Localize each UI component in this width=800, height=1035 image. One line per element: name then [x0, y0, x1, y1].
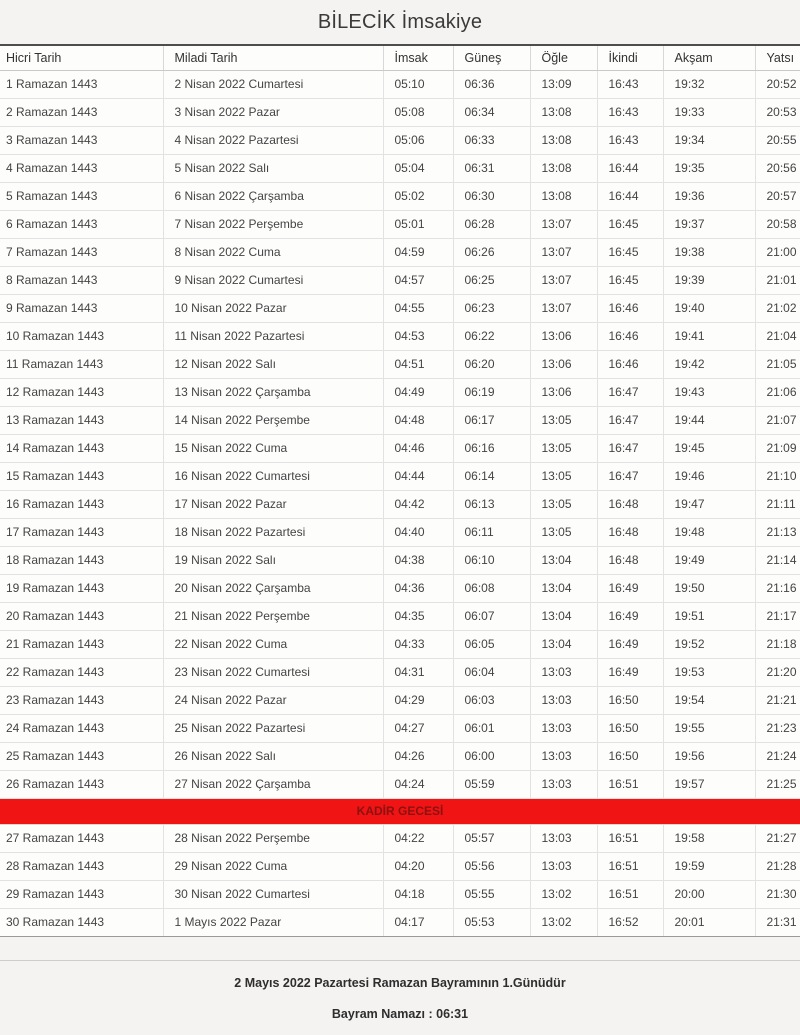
cell-ogle: 13:05: [530, 490, 597, 518]
cell-yatsi: 21:20: [755, 658, 800, 686]
cell-hicri-tarih: 28 Ramazan 1443: [0, 852, 163, 880]
cell-gunes: 06:13: [453, 490, 530, 518]
cell-gunes: 06:34: [453, 98, 530, 126]
cell-yatsi: 20:52: [755, 70, 800, 98]
cell-miladi-tarih: 9 Nisan 2022 Cumartesi: [163, 266, 383, 294]
cell-ikindi: 16:51: [597, 852, 663, 880]
cell-ikindi: 16:47: [597, 406, 663, 434]
cell-imsak: 04:40: [383, 518, 453, 546]
cell-ogle: 13:07: [530, 294, 597, 322]
cell-ikindi: 16:49: [597, 630, 663, 658]
cell-ogle: 13:02: [530, 880, 597, 908]
bayram-namazi-time: Bayram Namazı : 06:31: [331, 1006, 469, 1021]
cell-miladi-tarih: 14 Nisan 2022 Perşembe: [163, 406, 383, 434]
cell-ikindi: 16:45: [597, 210, 663, 238]
cell-hicri-tarih: 8 Ramazan 1443: [0, 266, 163, 294]
cell-ogle: 13:08: [530, 182, 597, 210]
table-row: [0, 210, 800, 238]
table-header-row: [0, 45, 800, 70]
cell-imsak: 04:51: [383, 350, 453, 378]
cell-imsak: 04:29: [383, 686, 453, 714]
cell-aksam: 19:55: [663, 714, 755, 742]
cell-imsak: 04:18: [383, 880, 453, 908]
cell-yatsi: 21:17: [755, 602, 800, 630]
cell-hicri-tarih: 3 Ramazan 1443: [0, 126, 163, 154]
table-row: [0, 574, 800, 602]
table-row: [0, 630, 800, 658]
cell-aksam: 20:01: [663, 908, 755, 936]
cell-ogle: 13:05: [530, 434, 597, 462]
cell-yatsi: 21:25: [755, 770, 800, 798]
cell-ogle: 13:04: [530, 602, 597, 630]
cell-ikindi: 16:48: [597, 546, 663, 574]
cell-gunes: 06:33: [453, 126, 530, 154]
cell-ogle: 13:08: [530, 98, 597, 126]
cell-hicri-tarih: 25 Ramazan 1443: [0, 742, 163, 770]
cell-ikindi: 16:50: [597, 742, 663, 770]
cell-yatsi: 20:57: [755, 182, 800, 210]
cell-ogle: 13:07: [530, 210, 597, 238]
cell-gunes: 06:19: [453, 378, 530, 406]
cell-yatsi: 21:28: [755, 852, 800, 880]
cell-aksam: 19:33: [663, 98, 755, 126]
column-header-gunes: Güneş: [453, 45, 530, 70]
cell-gunes: 06:10: [453, 546, 530, 574]
cell-miladi-tarih: 6 Nisan 2022 Çarşamba: [163, 182, 383, 210]
cell-gunes: 05:55: [453, 880, 530, 908]
cell-hicri-tarih: 6 Ramazan 1443: [0, 210, 163, 238]
cell-gunes: 06:01: [453, 714, 530, 742]
table-row: [0, 770, 800, 798]
column-header-ogle: Öğle: [530, 45, 597, 70]
cell-hicri-tarih: 20 Ramazan 1443: [0, 602, 163, 630]
table-row: [0, 518, 800, 546]
cell-gunes: 06:05: [453, 630, 530, 658]
cell-miladi-tarih: 23 Nisan 2022 Cumartesi: [163, 658, 383, 686]
table-row: [0, 266, 800, 294]
cell-yatsi: 21:01: [755, 266, 800, 294]
cell-imsak: 04:20: [383, 852, 453, 880]
cell-miladi-tarih: 30 Nisan 2022 Cumartesi: [163, 880, 383, 908]
cell-imsak: 04:22: [383, 824, 453, 852]
cell-miladi-tarih: 11 Nisan 2022 Pazartesi: [163, 322, 383, 350]
cell-miladi-tarih: 22 Nisan 2022 Cuma: [163, 630, 383, 658]
cell-aksam: 19:50: [663, 574, 755, 602]
cell-ikindi: 16:50: [597, 714, 663, 742]
cell-imsak: 05:10: [383, 70, 453, 98]
cell-hicri-tarih: 19 Ramazan 1443: [0, 574, 163, 602]
table-row: [0, 406, 800, 434]
cell-aksam: 19:36: [663, 182, 755, 210]
cell-miladi-tarih: 3 Nisan 2022 Pazar: [163, 98, 383, 126]
cell-hicri-tarih: 26 Ramazan 1443: [0, 770, 163, 798]
cell-ogle: 13:03: [530, 686, 597, 714]
cell-hicri-tarih: 10 Ramazan 1443: [0, 322, 163, 350]
cell-ogle: 13:04: [530, 574, 597, 602]
table-row: [0, 686, 800, 714]
table-row: [0, 238, 800, 266]
cell-aksam: 19:42: [663, 350, 755, 378]
cell-gunes: 06:28: [453, 210, 530, 238]
cell-yatsi: 21:00: [755, 238, 800, 266]
cell-ogle: 13:06: [530, 322, 597, 350]
cell-imsak: 04:27: [383, 714, 453, 742]
cell-aksam: 19:54: [663, 686, 755, 714]
cell-yatsi: 20:53: [755, 98, 800, 126]
cell-gunes: 06:14: [453, 462, 530, 490]
table-row: [0, 714, 800, 742]
kadir-gecesi-banner-row: [0, 798, 800, 824]
column-header-hicri-tarih: Hicri Tarih: [0, 45, 163, 70]
cell-ogle: 13:03: [530, 742, 597, 770]
table-row: [0, 546, 800, 574]
cell-hicri-tarih: 30 Ramazan 1443: [0, 908, 163, 936]
cell-yatsi: 21:06: [755, 378, 800, 406]
table-row: [0, 880, 800, 908]
cell-yatsi: 20:58: [755, 210, 800, 238]
cell-ikindi: 16:51: [597, 770, 663, 798]
cell-yatsi: 21:24: [755, 742, 800, 770]
cell-ogle: 13:07: [530, 266, 597, 294]
cell-yatsi: 21:05: [755, 350, 800, 378]
cell-miladi-tarih: 2 Nisan 2022 Cumartesi: [163, 70, 383, 98]
cell-miladi-tarih: 8 Nisan 2022 Cuma: [163, 238, 383, 266]
cell-ogle: 13:02: [530, 908, 597, 936]
cell-ikindi: 16:51: [597, 880, 663, 908]
column-header-aksam: Akşam: [663, 45, 755, 70]
cell-miladi-tarih: 15 Nisan 2022 Cuma: [163, 434, 383, 462]
cell-aksam: 19:44: [663, 406, 755, 434]
cell-hicri-tarih: 12 Ramazan 1443: [0, 378, 163, 406]
kadir-gecesi-banner: KADİR GECESİ: [0, 798, 800, 824]
cell-ikindi: 16:44: [597, 154, 663, 182]
cell-miladi-tarih: 19 Nisan 2022 Salı: [163, 546, 383, 574]
cell-aksam: 19:52: [663, 630, 755, 658]
cell-ikindi: 16:49: [597, 602, 663, 630]
cell-imsak: 04:35: [383, 602, 453, 630]
cell-miladi-tarih: 25 Nisan 2022 Pazartesi: [163, 714, 383, 742]
cell-imsak: 04:38: [383, 546, 453, 574]
cell-ikindi: 16:46: [597, 350, 663, 378]
table-row: [0, 852, 800, 880]
table-row: [0, 462, 800, 490]
cell-gunes: 05:59: [453, 770, 530, 798]
cell-hicri-tarih: 18 Ramazan 1443: [0, 546, 163, 574]
cell-aksam: 19:49: [663, 546, 755, 574]
cell-ogle: 13:07: [530, 238, 597, 266]
cell-aksam: 19:45: [663, 434, 755, 462]
cell-yatsi: 21:21: [755, 686, 800, 714]
cell-yatsi: 20:56: [755, 154, 800, 182]
column-header-yatsi: Yatsı: [755, 45, 800, 70]
table-row: [0, 126, 800, 154]
cell-ikindi: 16:50: [597, 686, 663, 714]
cell-hicri-tarih: 27 Ramazan 1443: [0, 824, 163, 852]
cell-aksam: 19:43: [663, 378, 755, 406]
cell-gunes: 06:30: [453, 182, 530, 210]
cell-miladi-tarih: 27 Nisan 2022 Çarşamba: [163, 770, 383, 798]
cell-hicri-tarih: 13 Ramazan 1443: [0, 406, 163, 434]
table-row: [0, 322, 800, 350]
cell-aksam: 19:53: [663, 658, 755, 686]
table-row: [0, 70, 800, 98]
cell-ikindi: 16:43: [597, 126, 663, 154]
cell-miladi-tarih: 24 Nisan 2022 Pazar: [163, 686, 383, 714]
column-header-miladi-tarih: Miladi Tarih: [163, 45, 383, 70]
cell-ikindi: 16:43: [597, 98, 663, 126]
cell-ikindi: 16:47: [597, 462, 663, 490]
cell-imsak: 04:17: [383, 908, 453, 936]
cell-aksam: 19:46: [663, 462, 755, 490]
cell-imsak: 05:08: [383, 98, 453, 126]
cell-imsak: 05:06: [383, 126, 453, 154]
cell-hicri-tarih: 23 Ramazan 1443: [0, 686, 163, 714]
cell-gunes: 05:53: [453, 908, 530, 936]
table-row: [0, 658, 800, 686]
cell-yatsi: 21:14: [755, 546, 800, 574]
table-row: [0, 294, 800, 322]
cell-miladi-tarih: 12 Nisan 2022 Salı: [163, 350, 383, 378]
bayram-note: 2 Mayıs 2022 Pazartesi Ramazan Bayramının 1.Günüdür: [234, 975, 566, 990]
imsakiye-table: [0, 44, 800, 937]
cell-imsak: 04:44: [383, 462, 453, 490]
table-row: [0, 602, 800, 630]
cell-aksam: 19:56: [663, 742, 755, 770]
cell-gunes: 06:22: [453, 322, 530, 350]
column-header-ikindi: İkindi: [597, 45, 663, 70]
cell-ogle: 13:03: [530, 852, 597, 880]
cell-miladi-tarih: 18 Nisan 2022 Pazartesi: [163, 518, 383, 546]
cell-imsak: 04:53: [383, 322, 453, 350]
cell-hicri-tarih: 16 Ramazan 1443: [0, 490, 163, 518]
cell-ikindi: 16:48: [597, 490, 663, 518]
cell-ogle: 13:04: [530, 630, 597, 658]
cell-hicri-tarih: 14 Ramazan 1443: [0, 434, 163, 462]
cell-miladi-tarih: 5 Nisan 2022 Salı: [163, 154, 383, 182]
cell-hicri-tarih: 24 Ramazan 1443: [0, 714, 163, 742]
cell-gunes: 06:31: [453, 154, 530, 182]
table-row: [0, 490, 800, 518]
cell-yatsi: 21:31: [755, 908, 800, 936]
cell-yatsi: 21:23: [755, 714, 800, 742]
cell-aksam: 19:57: [663, 770, 755, 798]
cell-miladi-tarih: 4 Nisan 2022 Pazartesi: [163, 126, 383, 154]
cell-gunes: 06:11: [453, 518, 530, 546]
cell-ikindi: 16:49: [597, 574, 663, 602]
cell-ikindi: 16:44: [597, 182, 663, 210]
cell-ogle: 13:09: [530, 70, 597, 98]
cell-ogle: 13:05: [530, 518, 597, 546]
page-title: BİLECİK İmsakiye: [317, 11, 483, 33]
cell-gunes: 06:25: [453, 266, 530, 294]
cell-ogle: 13:08: [530, 126, 597, 154]
cell-ogle: 13:05: [530, 406, 597, 434]
cell-miladi-tarih: 20 Nisan 2022 Çarşamba: [163, 574, 383, 602]
cell-imsak: 04:36: [383, 574, 453, 602]
cell-ikindi: 16:47: [597, 378, 663, 406]
cell-miladi-tarih: 17 Nisan 2022 Pazar: [163, 490, 383, 518]
cell-ikindi: 16:45: [597, 266, 663, 294]
cell-hicri-tarih: 5 Ramazan 1443: [0, 182, 163, 210]
table-row: [0, 182, 800, 210]
cell-gunes: 06:04: [453, 658, 530, 686]
cell-miladi-tarih: 26 Nisan 2022 Salı: [163, 742, 383, 770]
cell-imsak: 04:24: [383, 770, 453, 798]
table-body: [0, 70, 800, 936]
cell-gunes: 06:08: [453, 574, 530, 602]
cell-aksam: 19:47: [663, 490, 755, 518]
cell-gunes: 06:16: [453, 434, 530, 462]
cell-aksam: 19:34: [663, 126, 755, 154]
cell-imsak: 05:01: [383, 210, 453, 238]
cell-miladi-tarih: 28 Nisan 2022 Perşembe: [163, 824, 383, 852]
cell-gunes: 06:07: [453, 602, 530, 630]
cell-ogle: 13:05: [530, 462, 597, 490]
cell-miladi-tarih: 10 Nisan 2022 Pazar: [163, 294, 383, 322]
cell-miladi-tarih: 16 Nisan 2022 Cumartesi: [163, 462, 383, 490]
cell-aksam: 19:40: [663, 294, 755, 322]
table-row: [0, 742, 800, 770]
cell-gunes: 05:57: [453, 824, 530, 852]
cell-yatsi: 21:27: [755, 824, 800, 852]
cell-gunes: 05:56: [453, 852, 530, 880]
cell-imsak: 04:26: [383, 742, 453, 770]
cell-aksam: 19:39: [663, 266, 755, 294]
cell-yatsi: 20:55: [755, 126, 800, 154]
cell-aksam: 19:38: [663, 238, 755, 266]
cell-yatsi: 21:04: [755, 322, 800, 350]
cell-yatsi: 21:10: [755, 462, 800, 490]
cell-miladi-tarih: 7 Nisan 2022 Perşembe: [163, 210, 383, 238]
cell-ogle: 13:03: [530, 824, 597, 852]
cell-aksam: 19:48: [663, 518, 755, 546]
cell-imsak: 04:57: [383, 266, 453, 294]
cell-ikindi: 16:52: [597, 908, 663, 936]
cell-ogle: 13:03: [530, 658, 597, 686]
cell-imsak: 04:42: [383, 490, 453, 518]
cell-imsak: 05:04: [383, 154, 453, 182]
cell-imsak: 04:49: [383, 378, 453, 406]
cell-miladi-tarih: 29 Nisan 2022 Cuma: [163, 852, 383, 880]
cell-yatsi: 21:30: [755, 880, 800, 908]
cell-hicri-tarih: 9 Ramazan 1443: [0, 294, 163, 322]
cell-hicri-tarih: 2 Ramazan 1443: [0, 98, 163, 126]
cell-yatsi: 21:09: [755, 434, 800, 462]
cell-ikindi: 16:47: [597, 434, 663, 462]
cell-aksam: 19:35: [663, 154, 755, 182]
table-row: [0, 824, 800, 852]
cell-ogle: 13:03: [530, 714, 597, 742]
cell-aksam: 19:37: [663, 210, 755, 238]
table-row: [0, 378, 800, 406]
cell-imsak: 04:59: [383, 238, 453, 266]
column-header-imsak: İmsak: [383, 45, 453, 70]
cell-ikindi: 16:45: [597, 238, 663, 266]
cell-yatsi: 21:07: [755, 406, 800, 434]
cell-gunes: 06:17: [453, 406, 530, 434]
cell-aksam: 19:59: [663, 852, 755, 880]
cell-gunes: 06:03: [453, 686, 530, 714]
cell-gunes: 06:00: [453, 742, 530, 770]
cell-hicri-tarih: 4 Ramazan 1443: [0, 154, 163, 182]
cell-hicri-tarih: 29 Ramazan 1443: [0, 880, 163, 908]
table-row: [0, 908, 800, 936]
cell-miladi-tarih: 13 Nisan 2022 Çarşamba: [163, 378, 383, 406]
cell-yatsi: 21:18: [755, 630, 800, 658]
cell-gunes: 06:36: [453, 70, 530, 98]
cell-ikindi: 16:43: [597, 70, 663, 98]
cell-imsak: 05:02: [383, 182, 453, 210]
cell-yatsi: 21:11: [755, 490, 800, 518]
table-header: [0, 45, 800, 70]
cell-miladi-tarih: 1 Mayıs 2022 Pazar: [163, 908, 383, 936]
cell-ikindi: 16:46: [597, 294, 663, 322]
cell-aksam: 19:41: [663, 322, 755, 350]
cell-imsak: 04:46: [383, 434, 453, 462]
cell-ikindi: 16:46: [597, 322, 663, 350]
cell-aksam: 19:32: [663, 70, 755, 98]
cell-hicri-tarih: 17 Ramazan 1443: [0, 518, 163, 546]
cell-ogle: 13:06: [530, 378, 597, 406]
table-row: [0, 154, 800, 182]
cell-aksam: 20:00: [663, 880, 755, 908]
cell-gunes: 06:26: [453, 238, 530, 266]
cell-hicri-tarih: 22 Ramazan 1443: [0, 658, 163, 686]
cell-ogle: 13:08: [530, 154, 597, 182]
table-row: [0, 434, 800, 462]
cell-ogle: 13:03: [530, 770, 597, 798]
cell-imsak: 04:33: [383, 630, 453, 658]
table-row: [0, 350, 800, 378]
cell-ogle: 13:04: [530, 546, 597, 574]
table-row: [0, 98, 800, 126]
cell-yatsi: 21:02: [755, 294, 800, 322]
cell-hicri-tarih: 21 Ramazan 1443: [0, 630, 163, 658]
cell-imsak: 04:48: [383, 406, 453, 434]
cell-imsak: 04:55: [383, 294, 453, 322]
cell-hicri-tarih: 11 Ramazan 1443: [0, 350, 163, 378]
cell-hicri-tarih: 15 Ramazan 1443: [0, 462, 163, 490]
cell-gunes: 06:23: [453, 294, 530, 322]
cell-miladi-tarih: 21 Nisan 2022 Perşembe: [163, 602, 383, 630]
cell-aksam: 19:58: [663, 824, 755, 852]
cell-hicri-tarih: 7 Ramazan 1443: [0, 238, 163, 266]
cell-yatsi: 21:13: [755, 518, 800, 546]
cell-imsak: 04:31: [383, 658, 453, 686]
cell-yatsi: 21:16: [755, 574, 800, 602]
cell-ikindi: 16:49: [597, 658, 663, 686]
cell-gunes: 06:20: [453, 350, 530, 378]
cell-ikindi: 16:51: [597, 824, 663, 852]
cell-ogle: 13:06: [530, 350, 597, 378]
cell-ikindi: 16:48: [597, 518, 663, 546]
cell-hicri-tarih: 1 Ramazan 1443: [0, 70, 163, 98]
cell-aksam: 19:51: [663, 602, 755, 630]
footer: [0, 960, 800, 1035]
